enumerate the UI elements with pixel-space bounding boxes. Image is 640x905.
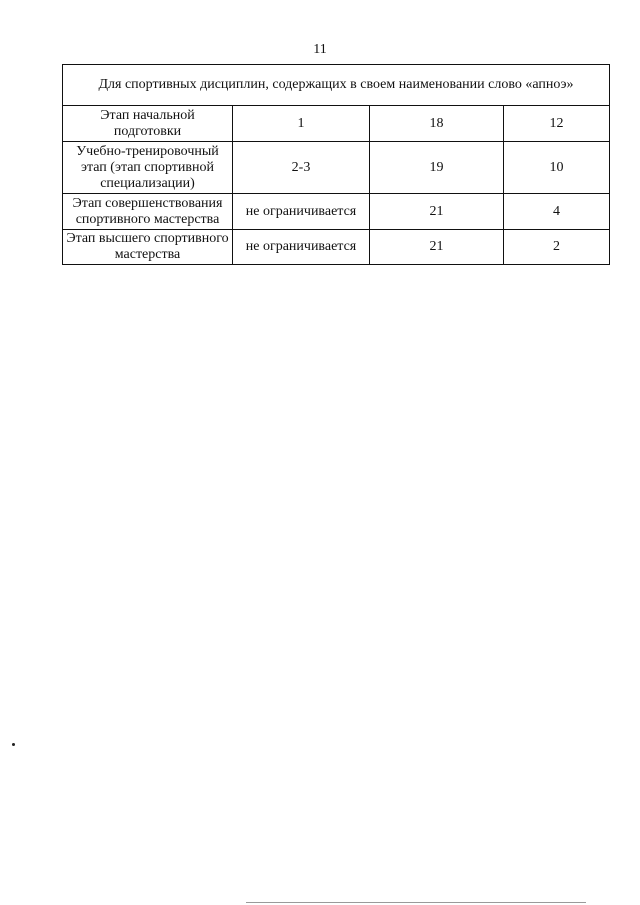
table-heading: Для спортивных дисциплин, содержащих в своем наименовании слово «апноэ» — [63, 65, 610, 106]
stage-label: Этап начальной подготовки — [100, 107, 195, 139]
scan-speck — [12, 743, 15, 746]
duration-cell: не ограничивается — [233, 230, 370, 265]
stage-cell — [63, 230, 233, 265]
stage-label: Этап высшего спортивного мастерства — [66, 231, 229, 262]
min-age-cell: 21 — [370, 194, 504, 230]
table-row — [63, 230, 610, 265]
table-row — [63, 194, 610, 230]
duration-cell: 2-3 — [233, 142, 370, 194]
occupancy-cell: 10 — [504, 142, 610, 194]
min-age-cell: 21 — [370, 230, 504, 265]
table-row — [63, 142, 610, 194]
sport-stages-table — [62, 64, 610, 265]
table-heading-row — [63, 65, 610, 106]
page-number: 11 — [313, 42, 327, 57]
stage-label: Этап совершенствования спортивного мастерства — [72, 195, 223, 227]
duration-cell: не ограничивается — [233, 194, 370, 230]
stage-cell — [63, 142, 233, 194]
scan-edge-line — [246, 902, 586, 903]
occupancy-cell: 12 — [504, 106, 610, 142]
occupancy-cell: 2 — [504, 230, 610, 265]
duration-cell: 1 — [233, 106, 370, 142]
occupancy-cell: 4 — [504, 194, 610, 230]
min-age-cell: 19 — [370, 142, 504, 194]
table-row — [63, 106, 610, 142]
stage-cell — [63, 106, 233, 142]
stage-cell — [63, 194, 233, 230]
stage-label: Учебно-тренировочный этап (этап спортивной специализации) — [76, 143, 219, 191]
min-age-cell: 18 — [370, 106, 504, 142]
